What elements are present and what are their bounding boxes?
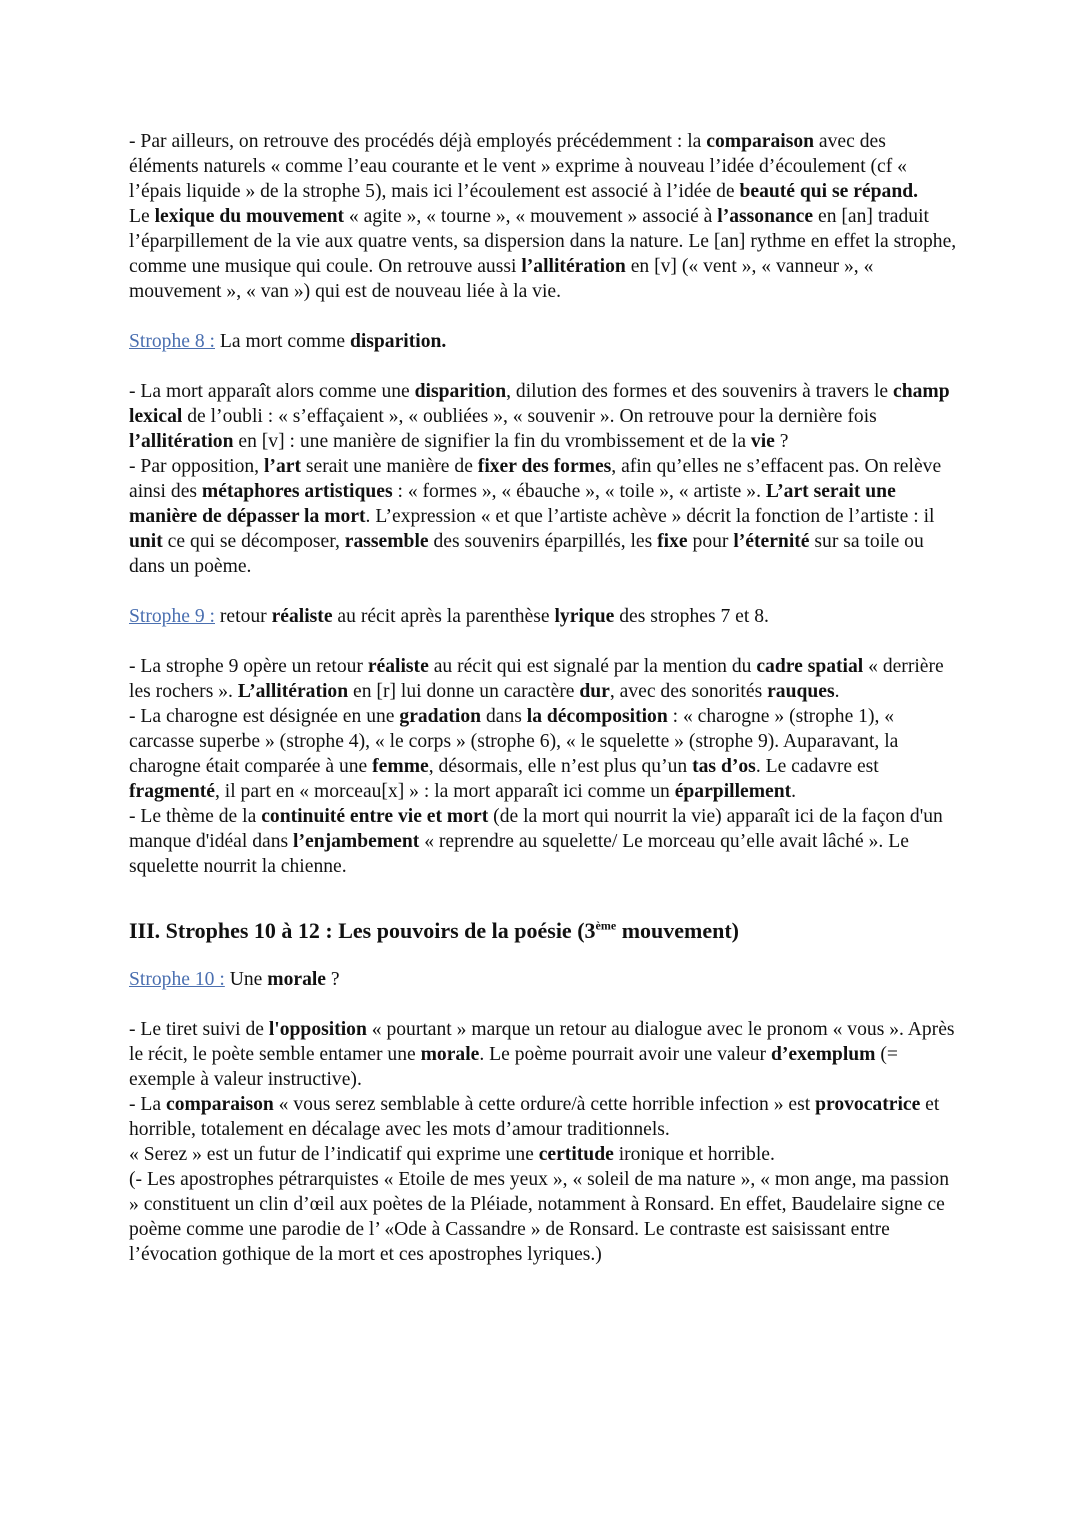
bold-term: l’allitération (521, 256, 626, 277)
bold-term: fixer des formes (477, 456, 612, 477)
paragraph-art: - Par opposition, l’art serait une manière de fixer des formes, afin qu’elles ne s’effacent pas. On relève ainsi des métaphores artistiques : « formes », « ébauche », « toile », « artiste ». L’art serait une manière de dépasser la mort. L’expression « et que l’artiste achève » décrit la fonction de l’artiste : il unit ce qui se décomposer, rassemble des souvenirs éparpillés, les fixe pour l’éternité sur sa toile ou dans un poème. (129, 456, 942, 577)
bold-term: réaliste (271, 606, 333, 627)
bold-term: l’allitération (129, 431, 234, 452)
bold-term: disparition. (349, 331, 447, 352)
paragraph-continuite: - Le thème de la continuité entre vie et mort (de la mort qui nourrit la vie) apparaît ici de la façon d'un manque d'idéal dans l’enjambement « reprendre au squelette/ Le morceau qu’elle avait lâché ». Le squelette nourrit la chienne. (129, 806, 943, 877)
paragraph-comparaison: - Par ailleurs, on retrouve des procédés déjà employés précédemment : la comparaison avec des éléments naturels « comme l’eau courante et le vent » exprime à nouveau l’idée d’écoulement (cf « l’épais liquide » de la strophe 5), mais ici l’écoulement est associé à l’idée de beauté qui se répand. (129, 131, 919, 202)
strophe-8-link[interactable]: Strophe 8 : (129, 331, 215, 352)
strophe-10-link[interactable]: Strophe 10 : (129, 969, 225, 990)
bold-term: fixe (657, 531, 688, 552)
bold-term: éparpillement (674, 781, 792, 802)
heading-strophe-9: Strophe 9 : retour réaliste au récit après la parenthèse lyrique des strophes 7 et 8. (129, 606, 769, 627)
bold-term: morale (267, 969, 327, 990)
bold-term: unit (129, 531, 163, 552)
bold-term: comparaison (166, 1094, 274, 1115)
heading-strophe-10: Strophe 10 : Une morale ? (129, 969, 340, 990)
bold-term: provocatrice (815, 1094, 921, 1115)
bold-term: disparition (414, 381, 507, 402)
bold-term: certitude (538, 1144, 614, 1165)
bold-term: la décomposition (526, 706, 668, 727)
strophe-9-link[interactable]: Strophe 9 : (129, 606, 215, 627)
bold-term: l'opposition (268, 1019, 367, 1040)
bold-term: L’art serait une manière de dépasser la mort (129, 481, 896, 527)
heading-strophe-8: Strophe 8 : La mort comme disparition. (129, 331, 447, 352)
paragraph-retour-realiste: - La strophe 9 opère un retour réaliste au récit qui est signalé par la mention du cadre spatial « derrière les rochers ». L’allitération en [r] lui donne un caractère dur, avec des sonorités rauques. (129, 656, 944, 702)
bold-term: l’enjambement (293, 831, 420, 852)
paragraph-lexique-mouvement: Le lexique du mouvement « agite », « tourne », « mouvement » associé à l’assonance en [an] traduit l’éparpillement de la vie aux quatre vents, sa dispersion dans la nature. Le [an] rythme en effet la strophe, comme une musique qui coule. On retrouve aussi l’allitération en [v] (« vent », « vanneur », « mouvement », « van ») qui est de nouveau liée à la vie. (129, 206, 957, 302)
bold-term: vie (750, 431, 775, 452)
bold-term: champ lexical (129, 381, 950, 427)
bold-term: métaphores artistiques (201, 481, 393, 502)
paragraph-gradation: - La charogne est désignée en une gradation dans la décomposition : « charogne » (strophe 1), « carcasse superbe » (strophe 4), « le corps » (strophe 6), « le squelette » (strophe 9). Auparavant, la charogne était comparée à une femme, désormais, elle n’est plus qu’un tas d’os. Le cadavre est fragmenté, il part en « morceau[x] » : la mort apparaît ici comme un éparpillement. (129, 706, 899, 802)
bold-term: lexique du mouvement (154, 206, 344, 227)
paragraph-opposition: - Le tiret suivi de l'opposition « pourtant » marque un retour au dialogue avec le pronom « vous ». Après le récit, le poète semble entamer une morale. Le poème pourrait avoir une valeur d’exemplum (= exemple à valeur instructive). (129, 1019, 955, 1090)
bold-term: réaliste (367, 656, 429, 677)
bold-term: cadre spatial (756, 656, 864, 677)
bold-term: l’art (263, 456, 301, 477)
bold-term: L’allitération (237, 681, 349, 702)
bold-term: morale (420, 1044, 480, 1065)
section-title-iii: III. Strophes 10 à 12 : Les pouvoirs de la poésie (3ème mouvement) (129, 918, 739, 943)
bold-term: l’éternité (733, 531, 810, 552)
bold-term: femme (372, 756, 429, 777)
bold-term: rassemble (344, 531, 429, 552)
paragraph-serez: « Serez » est un futur de l’indicatif qui exprime une certitude ironique et horrible. (129, 1144, 775, 1165)
bold-term: comparaison (706, 131, 815, 152)
bold-term: l’assonance (717, 206, 814, 227)
document-page (129, 129, 959, 1267)
paragraph-apostrophes: (- Les apostrophes pétrarquistes « Etoile de mes yeux », « soleil de ma nature », « mon ange, ma passion » constituent un clin d’œil aux poètes de la Pléiade, notamment à Ronsard. En effet, Baudelaire signe ce poème comme une parodie de l’ «Ode à Cassandre » de Ronsard. Le contraste est saisissant entre l’évocation gothique de la mort et ces apostrophes lyriques.) (129, 1169, 950, 1265)
bold-term: d’exemplum (770, 1044, 876, 1065)
paragraph-comparaison-ordure: - La comparaison « vous serez semblable à cette ordure/à cette horrible infection » est provocatrice et horrible, totalement en décalage avec les mots d’amour traditionnels. (129, 1094, 940, 1140)
paragraph-disparition: - La mort apparaît alors comme une disparition, dilution des formes et des souvenirs à travers le champ lexical de l’oubli : « s’effaçaient », « oubliées », « souvenir ». On retrouve pour la dernière fois l’allitération en [v] : une manière de signifier la fin du vrombissement et de la vie ? (129, 381, 950, 452)
bold-term: gradation (399, 706, 482, 727)
bold-term: rauques (767, 681, 835, 702)
bold-term: fragmenté (129, 781, 215, 802)
bold-term: dur (579, 681, 610, 702)
bold-term: continuité entre vie et mort (261, 806, 489, 827)
bold-term: lyrique (554, 606, 615, 627)
bold-term: tas d’os (692, 756, 756, 777)
bold-term: beauté qui se répand. (739, 181, 919, 202)
